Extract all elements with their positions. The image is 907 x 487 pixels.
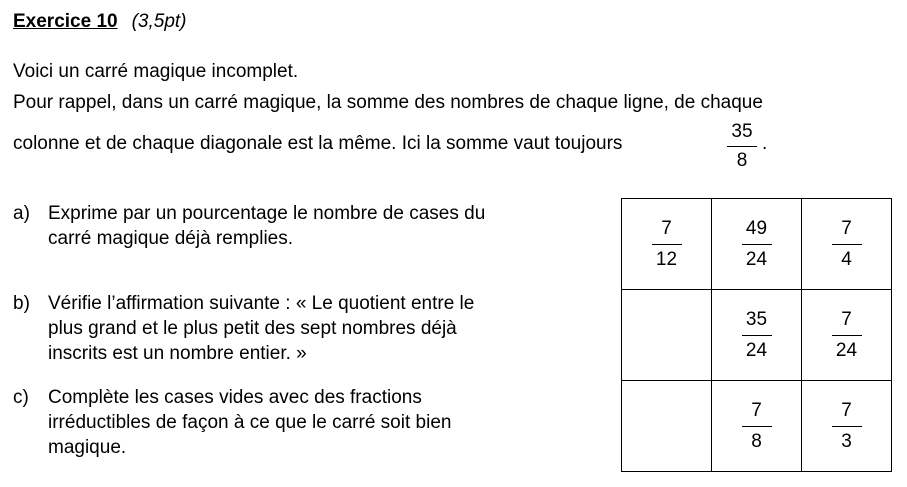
sum-denominator: 8 [736,150,748,171]
exercise-title [13,11,187,33]
numerator: 49 [745,217,768,239]
numerator: 35 [745,308,768,330]
exercise-points: (3,5pt) [131,11,187,32]
denominator: 24 [835,339,858,361]
intro-line-2: Pour rappel, dans un carré magique, la somme des nombres de chaque ligne, de chaque [13,92,763,113]
cell-fraction [652,218,682,271]
magic-cell [802,199,892,290]
magic-cell [802,290,892,381]
cell-fraction [742,218,772,271]
sum-numerator: 35 [731,121,753,142]
magic-cell-empty [622,381,712,472]
fraction-bar [742,244,772,245]
denominator: 8 [751,430,762,452]
magic-cell [712,290,802,381]
fraction-bar [832,426,862,427]
fraction-bar [652,244,682,245]
fraction-bar [832,335,862,336]
question-line: plus grand et le plus petit des sept nombres déjà [48,318,457,339]
magic-cell [712,199,802,290]
denominator: 12 [655,248,678,270]
question-letter: b) [13,293,30,314]
intro-line-3: colonne et de chaque diagonale est la même. Ici la somme vaut toujours [13,133,623,154]
magic-cell [712,381,802,472]
cell-fraction [832,400,862,453]
question-line: Vérifie l’affirmation suivante : « Le quotient entre le [48,293,475,314]
magic-square [621,198,892,472]
denominator: 24 [745,339,768,361]
denominator: 4 [841,248,852,270]
sum-fraction [725,121,759,172]
question-line: irréductibles de façon à ce que le carré soit bien [48,412,452,433]
question-letter: c) [13,387,29,408]
fraction-bar [742,426,772,427]
question-letter: a) [13,203,30,224]
sentence-period: . [762,133,768,154]
question-line: carré magique déjà remplies. [48,228,294,249]
numerator: 7 [841,308,852,330]
denominator: 24 [745,248,768,270]
numerator: 7 [841,217,852,239]
question-line: Complète les cases vides avec des fractions [48,387,422,408]
cell-fraction [832,309,862,362]
intro-line-1: Voici un carré magique incomplet. [13,61,299,82]
fraction-bar [727,146,757,147]
fraction-bar [832,244,862,245]
question-c [13,385,451,460]
exercise-label: Exercice 10 [13,11,118,32]
magic-cell [622,199,712,290]
question-line: inscrits est un nombre entier. » [48,343,307,364]
numerator: 7 [661,217,672,239]
numerator: 7 [751,399,762,421]
question-b [13,291,474,366]
cell-fraction [832,218,862,271]
magic-cell [802,381,892,472]
cell-fraction [742,400,772,453]
denominator: 3 [841,430,852,452]
numerator: 7 [841,399,852,421]
magic-cell-empty [622,290,712,381]
cell-fraction [742,309,772,362]
question-line: magique. [48,437,127,458]
question-a [13,201,485,251]
question-line: Exprime par un pourcentage le nombre de cases du [48,203,486,224]
fraction-bar [742,335,772,336]
